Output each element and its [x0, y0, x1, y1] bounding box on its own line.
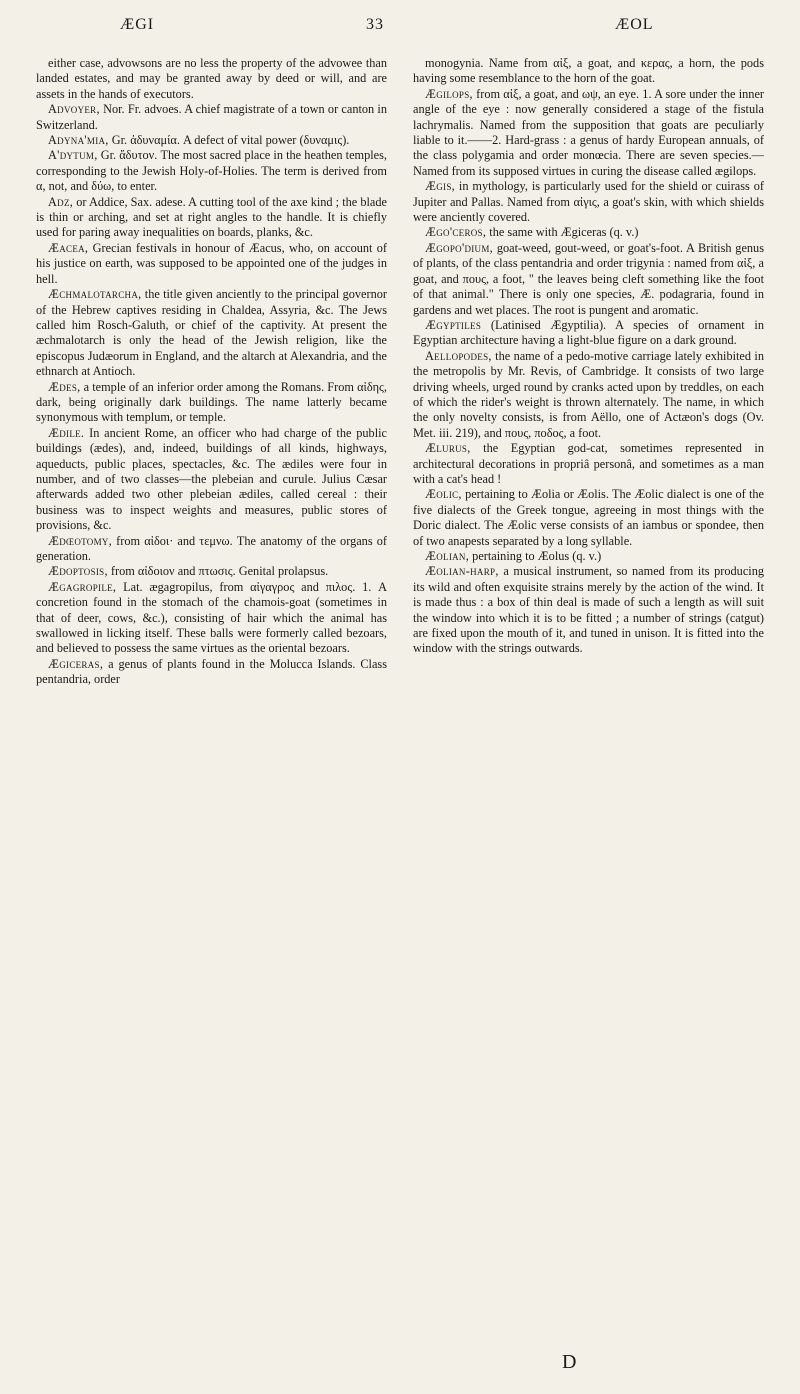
entry-definition: Gr. ἀδυναμία. A defect of vital power (δυναμις).: [108, 133, 350, 148]
entry-headword: Æolian,: [425, 549, 470, 563]
entry-definition: a temple of an inferior order among the Romans. From αἰδης, dark, being originally dark buildings. The name latterly became synonymous with templum, or temple.: [36, 379, 387, 425]
entry-definition: pertaining to Æolia or Æolis. The Æolic dialect is one of the five dialects of the Greek tongue, agreeing in most things with the Doric dialect. The Æolic verse consists of an iambus or spondee, then of two anapests separated by a long syllable.: [413, 487, 764, 548]
left-column: [36, 56, 387, 1346]
entry-headword: Ædœotomy,: [48, 533, 113, 548]
entry-definition: (Latinised Ægyptilia). A species of ornament in Egyptian architecture having a light-blue figure on a dark ground.: [413, 317, 764, 348]
running-header: [40, 16, 760, 40]
dictionary-entry: [36, 241, 387, 287]
entry-definition: the same with Ægiceras (q. v.): [486, 225, 639, 240]
entry-headword: Ægilops,: [425, 86, 473, 101]
entry-headword: Ædoptosis,: [48, 564, 108, 579]
dictionary-entry: [413, 549, 764, 564]
entry-headword: Adz,: [48, 194, 74, 209]
entry-headword: A'dytum,: [48, 148, 98, 163]
entry-headword: Ægo'ceros,: [425, 225, 487, 240]
entry-definition: goat-weed, gout-weed, or goat's-foot. A British genus of plants, of the class pentandria and order trigynia : named from αἰξ, a goat, and πους, a foot, " the leaves being cleft something like the foot of that animal." There is only one species, Æ. podagraria, found in gardens and wet places. The root is pungent and aromatic.: [413, 240, 764, 317]
text-columns: [36, 56, 764, 1346]
entry-headword: Ægiceras,: [48, 656, 104, 671]
entry-headword: Aellopodes,: [425, 348, 492, 363]
dictionary-entry: [413, 179, 764, 225]
entry-headword: Ælurus,: [425, 441, 471, 456]
dictionary-entry: [36, 56, 387, 102]
dictionary-entry: [36, 102, 387, 133]
entry-definition: or Addice, Sax. adese. A cutting tool of the axe kind ; the blade is thin or arching, and set at right angles to the handle. It is chiefly used for paring away inequalities on boards, planks, &c.: [36, 194, 387, 240]
entry-definition: either case, advowsons are no less the property of the advowee than landed estates, and may be granted away by deed or will, and are assets in the hands of executors.: [36, 56, 387, 101]
header-right-keyword: ÆOL: [615, 16, 654, 33]
dictionary-entry: [413, 318, 764, 349]
dictionary-entry: [413, 349, 764, 441]
entry-definition: a genus of plants found in the Molucca Islands. Class pentandria, order: [36, 656, 387, 687]
entry-definition: from αἰδοι· and τεμνω. The anatomy of the organs of generation.: [36, 533, 387, 563]
entry-headword: Ægagropile,: [48, 579, 117, 594]
dictionary-entry: [413, 564, 764, 656]
entry-definition: Grecian festivals in honour of Æacus, who, on account of his justice on earth, was supposed to be appointed one of the judges in hell.: [36, 240, 387, 286]
dictionary-entry: [413, 241, 764, 318]
entry-definition: monogynia. Name from αἰξ, a goat, and κερας, a horn, the pods having some resemblance to the horn of the goat.: [413, 56, 764, 86]
dictionary-entry: [413, 225, 764, 240]
entry-headword: Adyna'mia,: [48, 133, 109, 148]
entry-definition: the name of a pedo-motive carriage lately exhibited in the metropolis by Mr. Revis, of Cambridge. It consists of two large driving wheels, urged round by cranks acted upon by treddles, on each of which the rider's weight is thrown alternately. The name, in which the only novelty consists, is from Aëllo, one of Actæon's dogs (Ov. Met. iii. 219), and πους, ποδος, a foot.: [413, 348, 764, 440]
entry-headword: Advoyer,: [48, 102, 100, 117]
entry-headword: Ægis,: [425, 179, 456, 194]
dictionary-entry: [36, 380, 387, 426]
right-column: [413, 56, 764, 1346]
entry-definition: pertaining to Æolus (q. v.): [469, 549, 602, 563]
dictionary-entry: [36, 534, 387, 565]
signature-mark: D: [562, 1351, 577, 1373]
entry-definition: the Egyptian god-cat, sometimes represented in architectural decorations in propriâ personâ, and sometimes as a man with a cat's head !: [413, 441, 764, 486]
dictionary-entry: [413, 87, 764, 179]
entry-definition: the title given anciently to the principal governor of the Hebrew captives residing in Chaldea, Assyria, &c. The Jews called him Rosch-Galuth, or chief of the captivity. At present the æchmalotarch is only the head of the Jewish religion, like the episcopus Judæorum in England, and the altarch at Alexandria, and the ethnarch at Antioch.: [36, 287, 387, 379]
dictionary-entry: [36, 133, 387, 148]
entry-headword: Æolian-harp,: [425, 564, 499, 579]
dictionary-entry: [36, 287, 387, 379]
dictionary-entry: [413, 487, 764, 549]
entry-definition: Nor. Fr. advoes. A chief magistrate of a town or canton in Switzerland.: [36, 102, 387, 132]
entry-headword: Æolic,: [425, 487, 462, 502]
entry-definition: from αἰξ, a goat, and ωψ, an eye. 1. A sore under the inner angle of the eye : now generally considered a stage of the fistula lachrymalis. Named from the supposition that goats are peculiarly liable to it.——2. Hard-grass : a genus of hardy European annuals, of the class polygamia and order monœcia. There are seven species.—Named from its supposed virtues in curing the disease called ægilops.: [413, 86, 764, 178]
entry-definition: Lat. ægagropilus, from αἰγαγρος and πιλος. 1. A concretion found in the stomach of the chamois-goat (sometimes in that of deer, cows, &c.), consisting of hair which the animal has swallowed in licking itself. These balls were formerly called bezoars, and believed to possess the same virtues as the oriental bezoars.: [36, 579, 387, 656]
entry-definition: Gr. ἄδυτον. The most sacred place in the heathen temples, corresponding to the Jewish Holy-of-Holies. The term is derived from α, not, and δύω, to enter.: [36, 148, 387, 194]
entry-definition: In ancient Rome, an officer who had charge of the public buildings (ædes), and, indeed, buildings of all kinds, highways, aqueducts, public places, spectacles, &c. The ædiles were four in number, and of two classes—the plebeian and curule. Julius Cæsar afterwards added two other plebeian ædiles, called cereal : their business was to inspect weights and measures, public stores of provisions, &c.: [36, 425, 387, 533]
dictionary-entry: [36, 580, 387, 657]
entry-headword: Æacea,: [48, 240, 89, 255]
dictionary-entry: [413, 56, 764, 87]
entry-headword: Ædes,: [48, 379, 81, 394]
entry-headword: Æchmalotarcha,: [48, 287, 142, 302]
dictionary-entry: [36, 564, 387, 579]
entry-headword: Ægyptiles: [425, 317, 482, 332]
header-left-keyword: ÆGI: [120, 16, 155, 33]
entry-definition: in mythology, is particularly used for the shield or cuirass of Jupiter and Pallas. Named from αἰγις, a goat's skin, with which shields were anciently covered.: [413, 179, 764, 225]
dictionary-entry: [36, 195, 387, 241]
entry-definition: a musical instrument, so named from its producing its wild and often exquisite strains merely by the action of the wind. It is made thus : a box of thin deal is made of such a length as will suit the window into which it is to be fitted ; a number of strings (catgut) are fixed upon the mouth of it, and tuned in unison. It is fitted into the window with the strings outwards.: [413, 564, 764, 656]
dictionary-entry: [36, 426, 387, 534]
dictionary-entry: [413, 441, 764, 487]
entry-headword: Ægopo'dium,: [425, 240, 494, 255]
page-number: 33: [366, 16, 384, 33]
dictionary-entry: [36, 148, 387, 194]
entry-definition: from αἰδοιον and πτωσις. Genital prolapsus.: [107, 564, 329, 579]
dictionary-entry: [36, 657, 387, 688]
entry-headword: Ædile.: [48, 425, 85, 440]
